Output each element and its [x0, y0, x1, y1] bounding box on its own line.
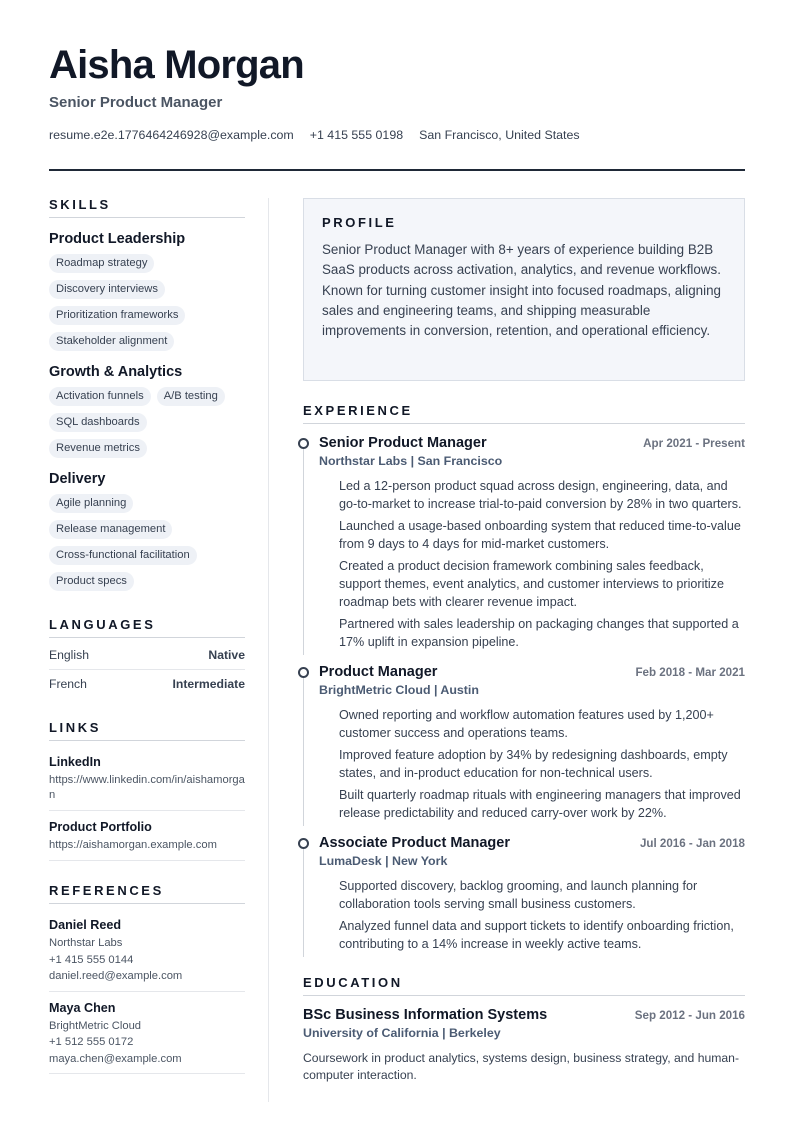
timeline-line — [303, 849, 304, 957]
link-url[interactable]: https://www.linkedin.com/in/aishamorgan — [49, 774, 245, 801]
job-bullet: Partnered with sales leadership on packaging changes that supported a 17% uplift in expansion pipeline. — [339, 617, 739, 649]
reference-item — [49, 909, 245, 992]
profile-summary: Senior Product Manager with 8+ years of experience building B2B SaaS products across activation, analytics, and revenue workflows. Known for turning customer insight into focused roadmaps, aligning sales and engineering teams, and shipping measurable improvements in conversion, retention, and operational efficiency. — [322, 242, 721, 339]
experience-section — [303, 403, 745, 953]
reference-company: Northstar Labs — [49, 937, 123, 949]
job-bullet: Analyzed funnel data and support tickets to identify onboarding friction, contributing to a 14% increase in weekly active teams. — [339, 919, 734, 951]
profile-box — [303, 198, 745, 381]
skill-group — [49, 470, 245, 591]
job-bullets — [319, 706, 745, 822]
contact-email[interactable]: resume.e2e.1776464246928@example.com — [49, 128, 294, 142]
timeline-dot — [298, 438, 309, 449]
job-dates: Feb 2018 - Mar 2021 — [635, 666, 745, 679]
education-section — [303, 975, 745, 1084]
timeline-dot — [298, 838, 309, 849]
reference-phone[interactable]: +1 415 555 0144 — [49, 953, 134, 966]
job-dates: Jul 2016 - Jan 2018 — [639, 837, 745, 850]
education-heading: EDUCATION — [303, 975, 745, 996]
job-bullet: Built quarterly roadmap rituals with engineering managers that improved release predictability and reduced carry-over work by 22%. — [339, 788, 741, 820]
profile-heading: PROFILE — [322, 215, 397, 230]
skill-chips — [49, 387, 245, 458]
link-item — [49, 746, 245, 811]
resume-header — [49, 42, 745, 143]
job-bullet: Created a product decision framework combining sales feedback, support themes, event analytics, and customer interviews to prioritize roadmap bets with clearer revenue impact. — [339, 559, 724, 609]
skill-chip: Roadmap strategy — [49, 254, 154, 273]
job-bullet: Supported discovery, backlog grooming, and launch planning for collaboration tools serving small business customers. — [339, 879, 698, 911]
skill-group-title: Product Leadership — [49, 231, 186, 247]
languages-heading: LANGUAGES — [49, 617, 245, 638]
education-header — [303, 1006, 745, 1024]
language-name: French — [49, 677, 87, 691]
skill-chip: SQL dashboards — [49, 413, 147, 432]
skill-chip: Product specs — [49, 572, 134, 591]
job-header — [319, 434, 745, 452]
timeline-line — [303, 678, 304, 826]
experience-heading: EXPERIENCE — [303, 403, 745, 424]
skill-chip: Discovery interviews — [49, 280, 165, 299]
education-degree: BSc Business Information Systems — [303, 1007, 548, 1023]
job-header — [319, 663, 745, 681]
education-coursework: Coursework in product analytics, systems design, business strategy, and human-computer interaction. — [303, 1051, 740, 1082]
job-header — [319, 834, 745, 852]
skill-chip: Prioritization frameworks — [49, 306, 185, 325]
job-company: LumaDesk | New York — [319, 854, 448, 868]
education-school: University of California | Berkeley — [303, 1026, 501, 1040]
skill-group — [49, 363, 245, 458]
link-url[interactable]: https://aishamorgan.example.com — [49, 839, 217, 851]
skill-chip: Release management — [49, 520, 172, 539]
references-heading: REFERENCES — [49, 883, 245, 904]
candidate-name: Aisha Morgan — [49, 43, 304, 87]
skill-group-title: Delivery — [49, 471, 106, 487]
job-bullets — [319, 477, 745, 651]
job-entry — [303, 663, 745, 822]
skill-chips — [49, 494, 245, 591]
job-title: Associate Product Manager — [319, 835, 510, 851]
sidebar-column — [49, 197, 245, 1074]
skill-chip: A/B testing — [157, 387, 225, 406]
job-company: Northstar Labs | San Francisco — [319, 454, 503, 468]
job-bullet: Owned reporting and workflow automation features used by 1,200+ customer success and operations teams. — [339, 708, 714, 740]
contact-line — [49, 127, 745, 143]
job-title: Product Manager — [319, 664, 438, 680]
language-level: Intermediate — [172, 677, 245, 691]
column-divider — [268, 198, 269, 1102]
job-bullets — [319, 877, 745, 953]
skill-chips — [49, 254, 245, 351]
links-heading: LINKS — [49, 720, 245, 741]
reference-company: BrightMetric Cloud — [49, 1019, 142, 1032]
header-divider — [49, 169, 745, 171]
skill-chip: Activation funnels — [49, 387, 151, 406]
reference-name: Maya Chen — [49, 1000, 116, 1015]
reference-name: Daniel Reed — [49, 918, 122, 932]
links-list — [49, 746, 245, 861]
link-item — [49, 811, 245, 861]
skill-group — [49, 230, 245, 351]
reference-email[interactable]: maya.chen@example.com — [49, 1052, 182, 1065]
job-company: BrightMetric Cloud | Austin — [319, 683, 479, 697]
skills-heading: SKILLS — [49, 197, 245, 218]
job-bullet: Led a 12-person product squad across design, engineering, data, and go-to-market to increase trial-to-paid conversion by 28% in two quarters. — [339, 479, 742, 511]
skill-chip: Cross-functional facilitation — [49, 546, 197, 565]
contact-location: San Francisco, United States — [419, 128, 580, 142]
language-row — [49, 641, 245, 670]
languages-list — [49, 641, 245, 698]
timeline-dot — [298, 667, 309, 678]
skill-group-title: Growth & Analytics — [49, 364, 183, 380]
language-name: English — [49, 648, 89, 662]
link-label: LinkedIn — [49, 755, 101, 769]
timeline-line — [303, 449, 304, 655]
job-entry — [303, 834, 745, 953]
job-dates: Apr 2021 - Present — [643, 437, 745, 450]
contact-phone[interactable]: +1 415 555 0198 — [309, 128, 404, 142]
reference-phone[interactable]: +1 512 555 0172 — [49, 1036, 134, 1048]
candidate-title: Senior Product Manager — [49, 94, 223, 111]
job-title: Senior Product Manager — [319, 435, 487, 451]
reference-item — [49, 992, 245, 1075]
link-label: Product Portfolio — [49, 820, 152, 834]
skill-chip: Revenue metrics — [49, 439, 147, 458]
reference-email[interactable]: daniel.reed@example.com — [49, 970, 183, 982]
skill-chip: Agile planning — [49, 494, 133, 513]
job-entry — [303, 434, 745, 651]
main-column — [303, 198, 745, 1084]
education-dates: Sep 2012 - Jun 2016 — [634, 1009, 745, 1022]
job-bullet: Launched a usage-based onboarding system that reduced time-to-value from 9 days to 4 days for mid-market customers. — [339, 519, 741, 551]
language-level: Native — [208, 648, 245, 662]
references-list — [49, 909, 245, 1074]
job-bullet: Improved feature adoption by 34% by redesigning dashboards, empty states, and in-product education for non-technical users. — [339, 748, 728, 780]
skill-chip: Stakeholder alignment — [49, 332, 174, 351]
language-row — [49, 670, 245, 698]
